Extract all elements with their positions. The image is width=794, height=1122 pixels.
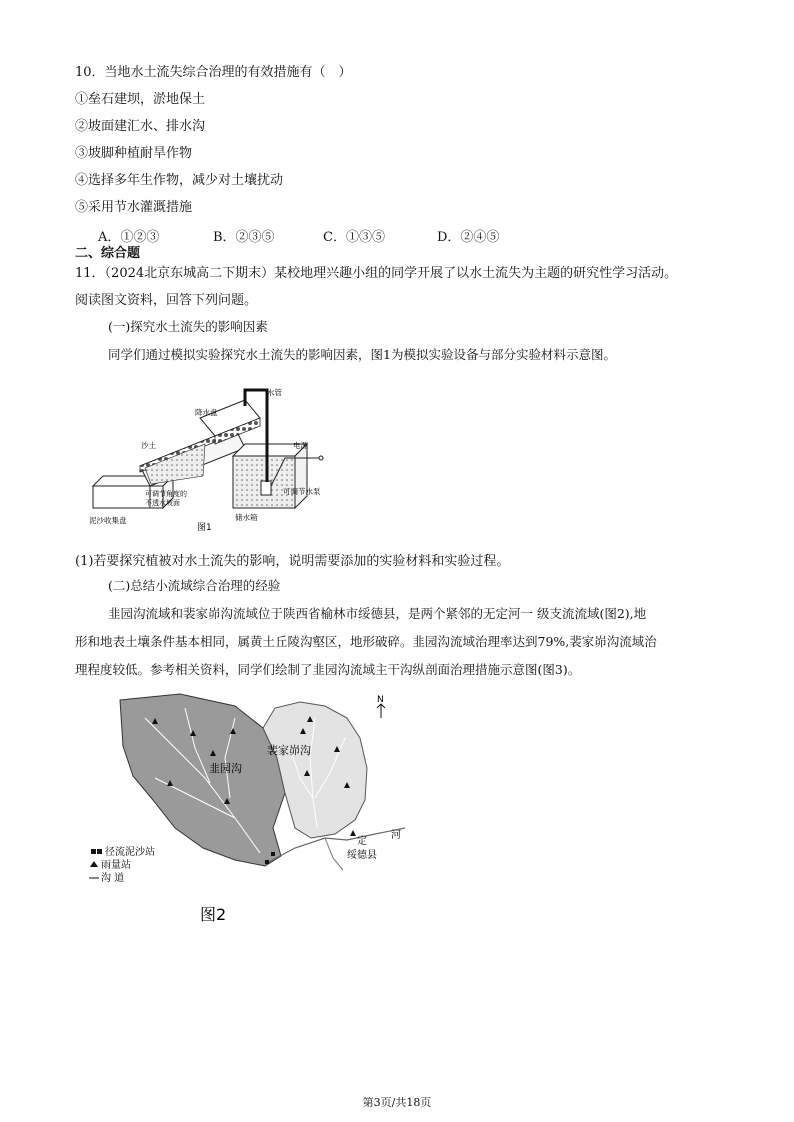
label-adjustable-pump: 可调节水泵 [283, 487, 321, 496]
legend-channel: 沟 道 [101, 873, 125, 884]
q10-item-1: ①垒石建坝，淤地保土 [75, 92, 206, 107]
part2-title: (二)总结小流域综合治理的经验 [108, 578, 281, 593]
q11-stem-line1: 11．（2024北京东城高二下期末）某校地理兴趣小组的同学开展了以水土流失为主题的研究性学习活动。 [75, 266, 678, 281]
label-jiuyuan: 韭园沟 [209, 762, 242, 775]
jiuyuan-basin [120, 694, 285, 866]
section-heading: 二、综合题 [75, 246, 141, 261]
label-water-tank: 储水箱 [235, 513, 258, 522]
part2-line2: 形和地表土壤条件基本相同，属黄土丘陵沟壑区，地形破碎。韭园沟流域治理率达到79%,裴家峁沟流域治 [75, 634, 657, 649]
q10-item-3: ③坡脚种植耐旱作物 [75, 146, 193, 161]
q10-item-2: ②坡面建汇水、排水沟 [75, 119, 206, 134]
label-adj-slope-2: 不透水坡面 [145, 499, 180, 507]
part1-title: (一)探究水土流失的影响因素 [108, 319, 268, 334]
q10-stem: 10．当地水土流失综合治理的有效措施有（ ） [75, 65, 352, 80]
north-label: N [377, 695, 384, 705]
option-c: C．①③⑤ [323, 230, 385, 245]
label-power: 电源 [293, 441, 308, 450]
label-river-1: 河 [391, 830, 401, 841]
q10-item-4: ④选择多年生作物，减少对土壤扰动 [75, 173, 284, 188]
option-b: B．②③⑤ [213, 230, 275, 245]
sub-question-1: (1)若要探究植被对水土流失的影响，说明需要添加的实验材料和实验过程。 [75, 554, 510, 569]
q10-item-5: ⑤采用节水灌溉措施 [75, 200, 193, 215]
legend-runoff: 径流泥沙站 [105, 847, 155, 858]
figure-2-caption: 图2 [200, 905, 227, 924]
label-sand: 沙土 [141, 441, 156, 450]
figure-2-map [85, 688, 425, 928]
map-legend [89, 845, 155, 884]
label-county: 绥德县 [347, 850, 377, 861]
label-peijia: 裴家峁沟 [267, 744, 311, 757]
label-river-2: 定 [357, 836, 367, 847]
part1-text: 同学们通过模拟实验探究水土流失的影响因素，图1为模拟实验设备与部分实验材料示意图。 [108, 347, 616, 362]
label-sediment-tray: 泥沙收集盘 [89, 516, 127, 525]
north-arrow-icon [377, 704, 385, 718]
page-footer: 第3页/共18页 [362, 1096, 432, 1109]
water-tank-shape [233, 444, 307, 508]
figure-1 [85, 378, 335, 538]
rain-tray-shape [200, 400, 260, 444]
q11-stem-line2: 阅读图文资料，回答下列问题。 [75, 293, 258, 308]
option-a: A．①②③ [98, 230, 160, 245]
label-adj-slope-1: 可调节角度的 [145, 490, 187, 498]
option-d: D．②④⑤ [437, 230, 500, 245]
figure-1-caption: 图1 [197, 523, 212, 533]
label-water-pipe: 水管 [267, 388, 282, 397]
label-rain-tray: 降水盘 [195, 408, 218, 417]
part2-line1: 韭园沟流域和裴家峁沟流域位于陕西省榆林市绥德县，是两个紧邻的无定河一 级支流流域(图2),地 [108, 606, 647, 621]
legend-rain: 雨量站 [101, 860, 131, 871]
part2-line3: 理程度较低。参考相关资料，同学们绘制了韭园沟流域主干沟纵剖面治理措施示意图(图3)。 [75, 662, 581, 677]
